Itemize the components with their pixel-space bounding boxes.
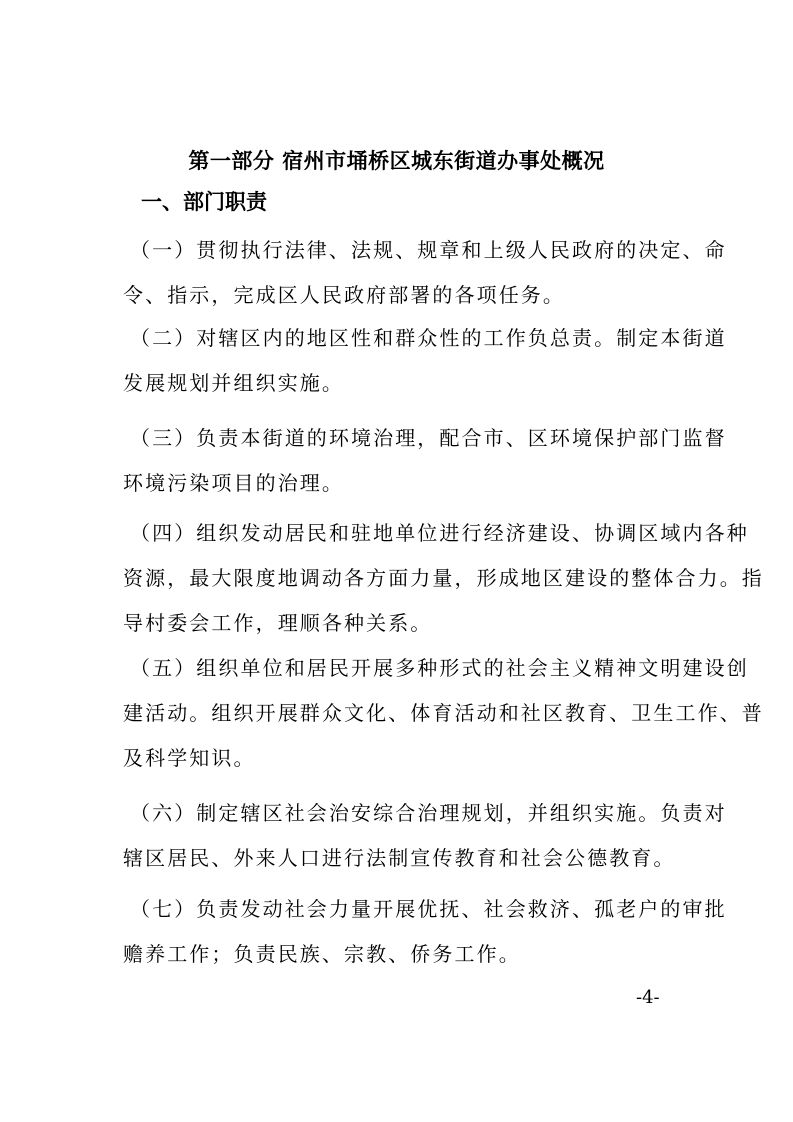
paragraph-line: 建活动。组织开展群众文化、体育活动和社区教育、卫生工作、普	[123, 701, 764, 725]
paragraph-line: （四）组织发动居民和驻地单位进行经济建设、协调区域内各种	[130, 521, 749, 545]
document-title: 第一部分 宿州市埇桥区城东街道办事处概况	[188, 149, 605, 173]
paragraph-line: （五）组织单位和居民开展多种形式的社会主义精神文明建设创	[130, 656, 749, 680]
paragraph-5	[123, 646, 764, 781]
paragraph-4	[123, 511, 764, 646]
paragraph-2	[123, 316, 727, 406]
paragraph-3	[123, 416, 727, 506]
paragraph-7	[123, 887, 727, 977]
section-heading: 一、部门职责	[141, 190, 267, 214]
paragraph-line: 令、指示，完成区人民政府部署的各项任务。	[123, 283, 565, 307]
paragraph-line: 导村委会工作，理顺各种关系。	[123, 611, 433, 635]
paragraph-line: 资源，最大限度地调动各方面力量，形成地区建设的整体合力。指	[123, 566, 764, 590]
paragraph-line: 发展规划并组织实施。	[123, 371, 344, 395]
page-number: -4-	[636, 987, 660, 1008]
paragraph-line: 辖区居民、外来人口进行法制宣传教育和社会公德教育。	[123, 846, 676, 870]
paragraph-line: （一）贯彻执行法律、法规、规章和上级人民政府的决定、命	[130, 238, 727, 262]
paragraph-line: 及科学知识。	[123, 746, 256, 770]
paragraph-line: （六）制定辖区社会治安综合治理规划，并组织实施。负责对	[130, 801, 727, 825]
paragraph-1	[123, 228, 727, 318]
paragraph-line: （二）对辖区内的地区性和群众性的工作负总责。制定本街道	[130, 326, 727, 350]
paragraph-6	[123, 791, 727, 881]
paragraph-line: 赡养工作；负责民族、宗教、侨务工作。	[123, 942, 521, 966]
paragraph-line: 环境污染项目的治理。	[123, 471, 344, 495]
paragraph-line: （七）负责发动社会力量开展优抚、社会救济、孤老户的审批	[130, 897, 727, 921]
paragraph-line: （三）负责本街道的环境治理，配合市、区环境保护部门监督	[130, 426, 727, 450]
